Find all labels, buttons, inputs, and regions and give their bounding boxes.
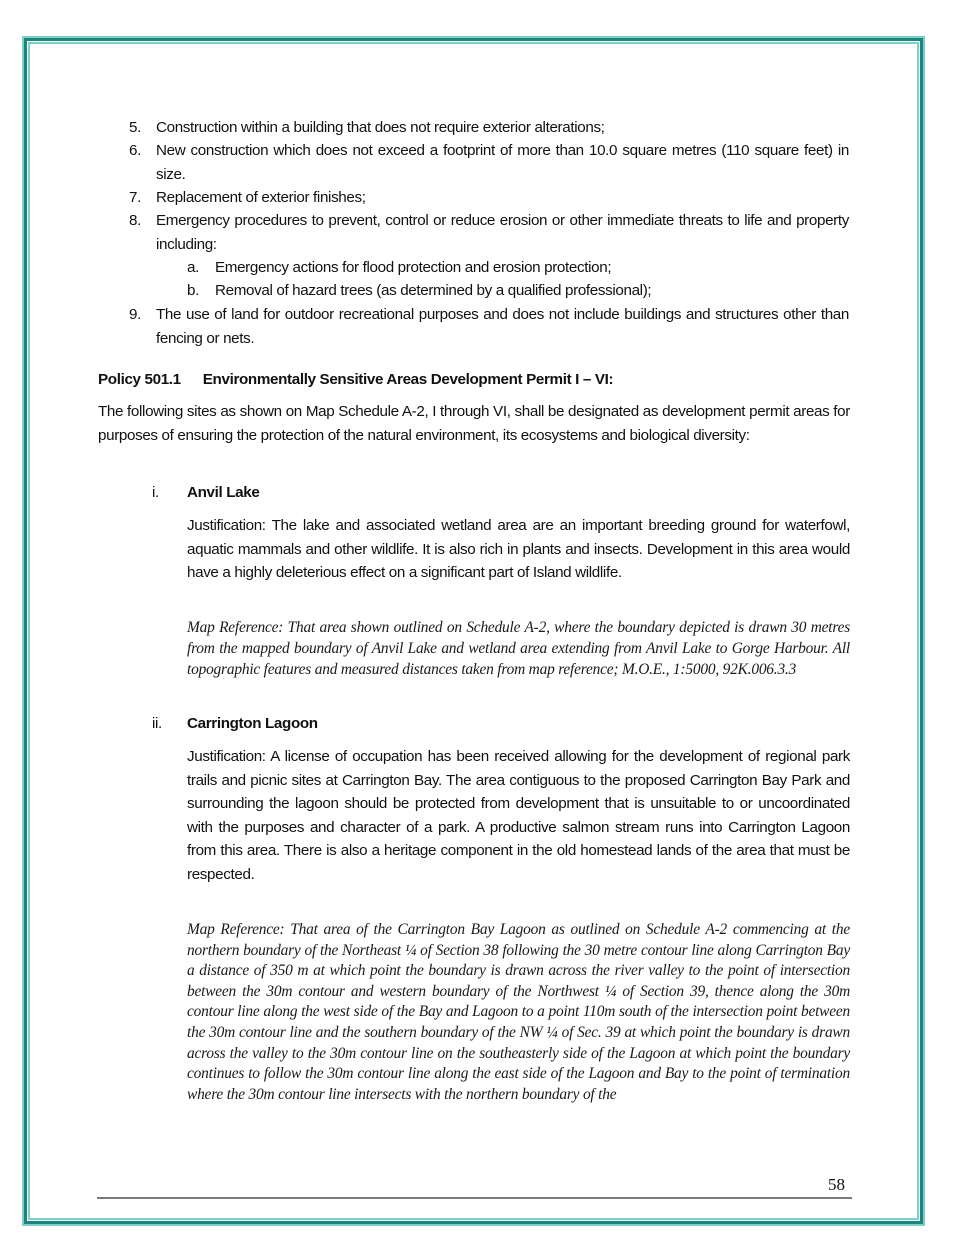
list-text: Emergency procedures to prevent, control or reduce erosion or other immediate threats to life and property including: [156, 212, 849, 253]
site-numeral: i. [152, 484, 159, 501]
site-title: Carrington Lagoon [187, 715, 318, 732]
site-map-reference: Map Reference: That area shown outlined on Schedule A-2, where the boundary depicted is drawn 30 metres from the mapped boundary of Anvil Lake and wetland area extending from Anvil Lake to Gorge Harbour. All topographic features and measured distances taken from map reference; M.O.E., 1:5000, 92K.006.3.3 [187, 619, 850, 678]
list-item-7 [129, 186, 849, 210]
site-justification: Justification: The lake and associated wetland area are an important breeding ground for waterfowl, aquatic mammals and other wildlife. It is also rich in plants and insects. Development in this area would have a highly deleterious effect on a significant part of Island wildlife. [187, 517, 850, 581]
list-text: Replacement of exterior finishes; [156, 189, 366, 206]
policy-title: Environmentally Sensitive Areas Development Permit I – VI: [202, 371, 614, 388]
list-number: 8. [129, 212, 141, 229]
sub-letter: b. [187, 282, 199, 299]
list-number: 6. [129, 142, 141, 159]
page-number: 58 [828, 1175, 845, 1194]
site-justification: Justification: A license of occupation has been received allowing for the development of regional park trails and picnic sites at Carrington Bay. The area contiguous to the proposed Carrington Bay Park and surrounding the lagoon should be protected from development that is unsuitable to or uncoordinated with the purposes and character of a park. A productive salmon stream runs into Carrington Lagoon from this area. There is also a heritage component in the old homestead lands of the area that must be respected. [187, 748, 850, 883]
list-number: 5. [129, 119, 141, 136]
list-item-8 [129, 209, 849, 257]
site-title: Anvil Lake [187, 484, 260, 501]
list-text: New construction which does not exceed a footprint of more than 10.0 square metres (110 square feet) in size. [156, 142, 849, 183]
policy-heading [98, 369, 613, 391]
site-map-reference: Map Reference: That area of the Carrington Bay Lagoon as outlined on Schedule A-2 commencing at the northern boundary of the Northeast ¼ of Section 38 following the 30 metre contour line along Carrington Bay a distance of 350 m at which point the boundary is drawn across the river valley to the point of intersection between the 30m contour and western boundary of the Northwest ¼ of Section 39, thence along the 30m contour line along the west side of the Bay and Lagoon to a point 110m south of the intersection point between the 30m contour line and the southern boundary of the NW ¼ of Sec. 39 at which point the boundary is drawn across the valley to the 30m contour line on the southeasterly side of the Lagoon at which point the boundary continues to follow the 30m contour line along the east side of the Lagoon and Bay to the point of termination where the 30m contour line intersects with the northern boundary of the [187, 921, 850, 1103]
policy-number: Policy 501.1 [98, 371, 181, 388]
policy-body: The following sites as shown on Map Schedule A-2, I through VI, shall be designated as development permit areas for purposes of ensuring the protection of the natural environment, its ecosystems and biological diversity: [98, 403, 850, 444]
list-number: 7. [129, 189, 141, 206]
site-numeral: ii. [152, 715, 162, 732]
list-number: 9. [129, 306, 141, 323]
list-text: Construction within a building that does not require exterior alterations; [156, 119, 605, 136]
sub-text: Removal of hazard trees (as determined by a qualified professional); [215, 282, 652, 299]
sub-text: Emergency actions for flood protection and erosion protection; [215, 259, 612, 276]
list-item-5 [129, 116, 849, 140]
list-text: The use of land for outdoor recreational purposes and does not include buildings and structures other than fencing or nets. [156, 306, 849, 347]
list-item-6 [129, 139, 849, 187]
footer-divider [97, 1197, 852, 1199]
sub-letter: a. [187, 259, 199, 276]
list-item-9 [129, 303, 849, 351]
